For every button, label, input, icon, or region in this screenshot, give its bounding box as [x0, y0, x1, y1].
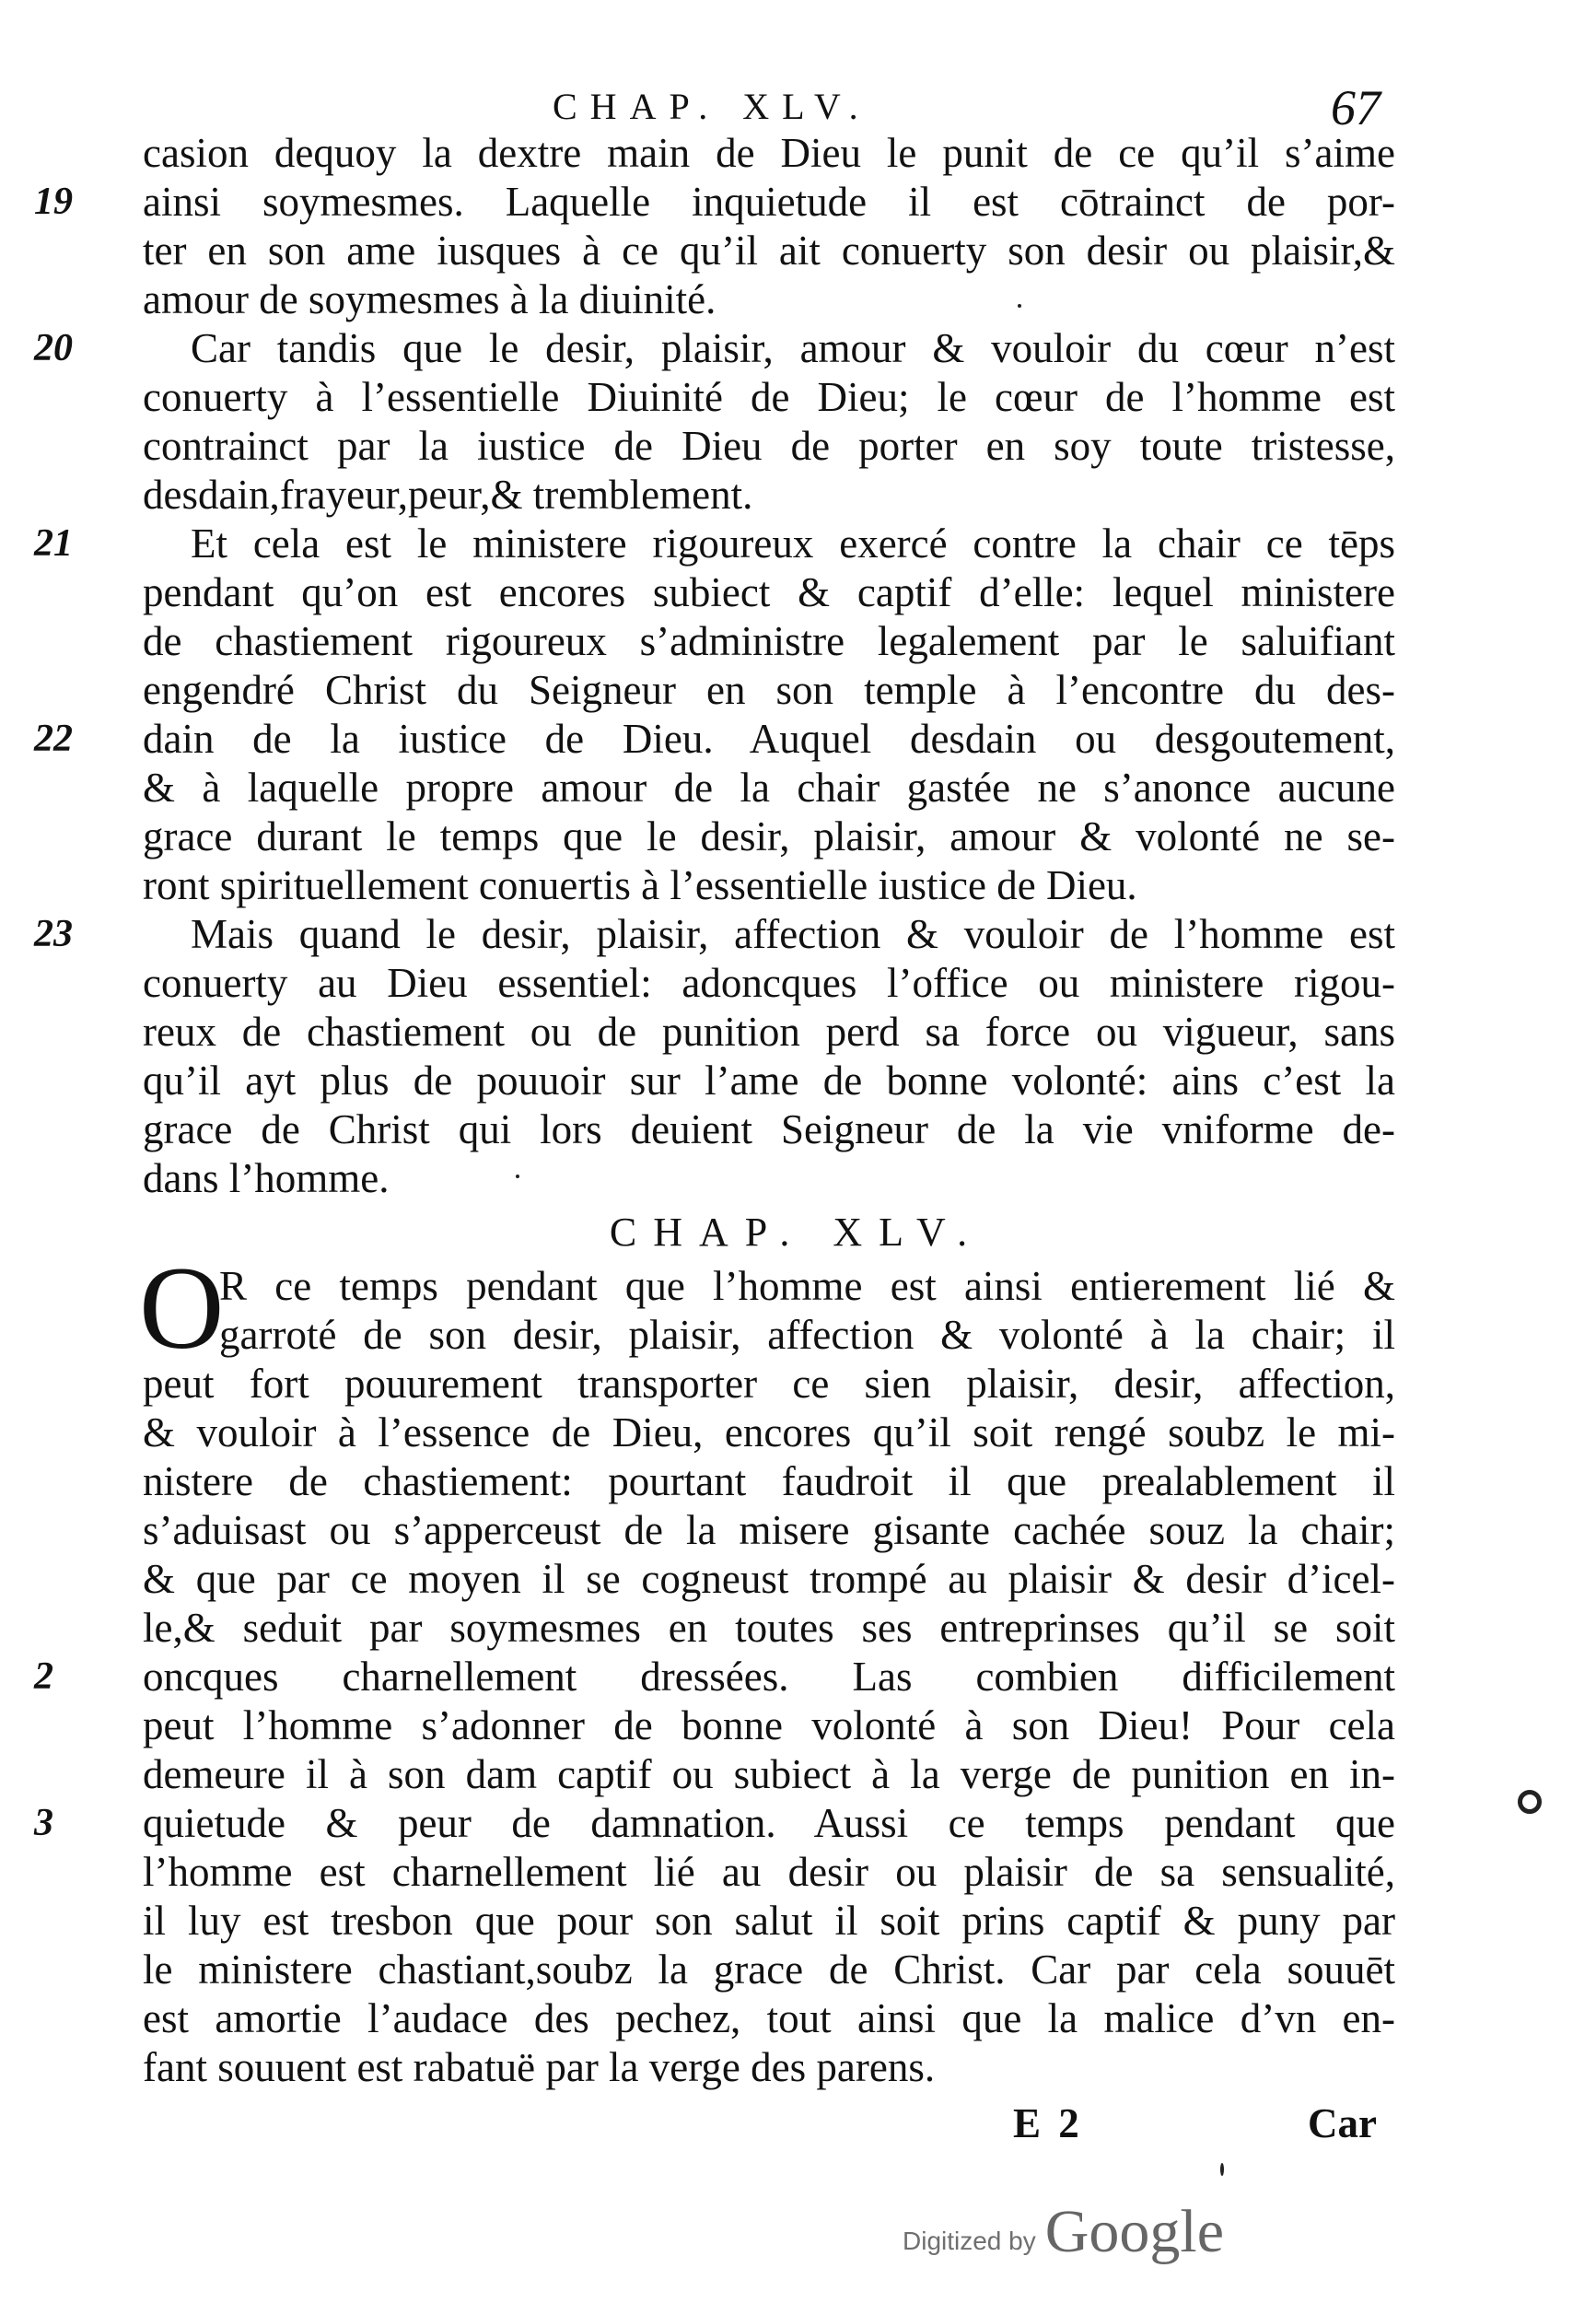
text-line: dans l’homme. [143, 1155, 390, 1201]
verse-number: 19 [34, 181, 73, 223]
catchword: Car [1308, 2100, 1377, 2146]
text-line: qu’il ayt plus de pouuoir sur l’ame de bonne volonté: ains c’est la [143, 1058, 1395, 1104]
line-text: Car tandis que le desir, plaisir, amour & vouloir du cœur n’est [191, 325, 1395, 371]
text-line: ront spirituellement conuertis à l’essentielle iustice de Dieu. [143, 862, 1137, 908]
text-line: nistere de chastiement: pourtant faudroit il que prealablement il [143, 1458, 1395, 1504]
footer-line [143, 2099, 1395, 2151]
text-line: engendré Christ du Seigneur en son temple à l’encontre du des- [143, 667, 1395, 713]
text-line: ter en son ame iusques à ce qu’il ait conuerty son desir ou plaisir,& [143, 228, 1395, 274]
chapter-title: CHAP. XLV. [609, 1210, 984, 1255]
digitized-by-text: Digitized by [903, 2227, 1036, 2255]
line-text: dain de la iustice de Dieu. Auquel desdain ou desgoutement, [143, 716, 1395, 762]
text-line: amour de soymesmes à la diuinité. [143, 276, 716, 322]
verse-number: 3 [34, 1802, 53, 1844]
page-number: 67 [1331, 80, 1380, 135]
ink-speck [1018, 304, 1021, 308]
line-text: R ce temps pendant que l’homme est ainsi entierement lié & [219, 1263, 1395, 1309]
ink-speck [1220, 2163, 1224, 2176]
text-line: & que par ce moyen il se cogneust trompé au plaisir & desir d’icel- [143, 1556, 1395, 1602]
digitized-by-google-watermark [903, 2197, 1224, 2271]
text-line: conuerty au Dieu essentiel: adoncques l’office ou ministere rigou- [143, 960, 1395, 1006]
line-text: Et cela est le ministere rigoureux exercé contre la chair ce tēps [191, 520, 1395, 567]
text-line: le,& seduit par soymesmes en toutes ses entreprinses qu’il se soit [143, 1605, 1395, 1651]
text-line: desdain,frayeur,peur,& tremblement. [143, 472, 753, 518]
drop-cap: O [139, 1243, 225, 1374]
text-line [34, 1653, 1395, 1701]
line-text: Mais quand le desir, plaisir, affection & vouloir de l’homme est [191, 911, 1395, 957]
verse-number: 21 [34, 522, 73, 565]
text-line [34, 520, 1395, 568]
text-line: reux de chastiement ou de punition perd sa force ou vigueur, sans [143, 1009, 1395, 1055]
text-line [34, 178, 1395, 227]
line-text: ainsi soymesmes. Laquelle inquietude il est cōtrainct de por- [143, 179, 1395, 225]
text-line: grace durant le temps que le desir, plaisir, amour & volonté ne se- [143, 813, 1395, 859]
text-line [34, 910, 1395, 959]
text-line: demeure il à son dam captif ou subiect à la verge de punition en in- [143, 1751, 1395, 1797]
signature-mark: E 2 [1013, 2100, 1083, 2146]
text-line: le ministere chastiant,soubz la grace de Christ. Car par cela souuēt [143, 1946, 1395, 1993]
text-line: contrainct par la iustice de Dieu de porter en soy toute tristesse, [143, 423, 1395, 469]
text-line: s’aduisast ou s’apperceust de la misere gisante cachée souz la chair; [143, 1507, 1395, 1553]
verse-number: 23 [34, 913, 73, 955]
verse-number: 2 [34, 1655, 53, 1698]
google-logo: Google [1044, 2198, 1225, 2265]
ink-speck [516, 1175, 519, 1178]
text-line [34, 324, 1395, 373]
text-line: grace de Christ qui lors deuient Seigneur de la vie vniforme de- [143, 1106, 1395, 1152]
text-line: casion dequoy la dextre main de Dieu le punit de ce qu’il s’aime [143, 130, 1395, 176]
line-text: quietude & peur de damnation. Aussi ce temps pendant que [143, 1800, 1395, 1846]
text-line: garroté de son desir, plaisir, affection & volonté à la chair; il [219, 1312, 1395, 1358]
text-line: peut fort pouurement transporter ce sien plaisir, desir, affection, [143, 1361, 1395, 1407]
text-line [34, 715, 1395, 764]
text-line: fant souuent est rabatuë par la verge des parens. [143, 2044, 936, 2090]
running-head: CHAP. XLV. [553, 86, 871, 127]
ink-speck [1518, 1790, 1542, 1814]
text-line: est amortie l’audace des pechez, tout ainsi que la malice d’vn en- [143, 1995, 1395, 2041]
text-line: il luy est tresbon que pour son salut il soit prins captif & puny par [143, 1898, 1395, 1944]
verse-number: 20 [34, 327, 73, 369]
text-line: de chastiement rigoureux s’administre legalement par le saluifiant [143, 618, 1395, 664]
text-line [34, 1799, 1395, 1848]
verse-number: 22 [34, 718, 73, 760]
text-line: l’homme est charnellement lié au desir ou plaisir de sa sensualité, [143, 1849, 1395, 1895]
line-text: oncques charnellement dressées. Las combien difficilement [143, 1654, 1395, 1700]
text-block [34, 129, 1395, 2151]
text-line: & vouloir à l’essence de Dieu, encores qu’il soit rengé soubz le mi- [143, 1409, 1395, 1455]
text-line: pendant qu’on est encores subiect & captif d’elle: lequel ministere [143, 569, 1395, 615]
text-line: & à laquelle propre amour de la chair gastée ne s’anonce aucune [143, 765, 1395, 811]
text-line: conuerty à l’essentielle Diuinité de Dieu; le cœur de l’homme est [143, 374, 1395, 420]
text-line: peut l’homme s’adonner de bonne volonté à son Dieu! Pour cela [143, 1702, 1395, 1748]
